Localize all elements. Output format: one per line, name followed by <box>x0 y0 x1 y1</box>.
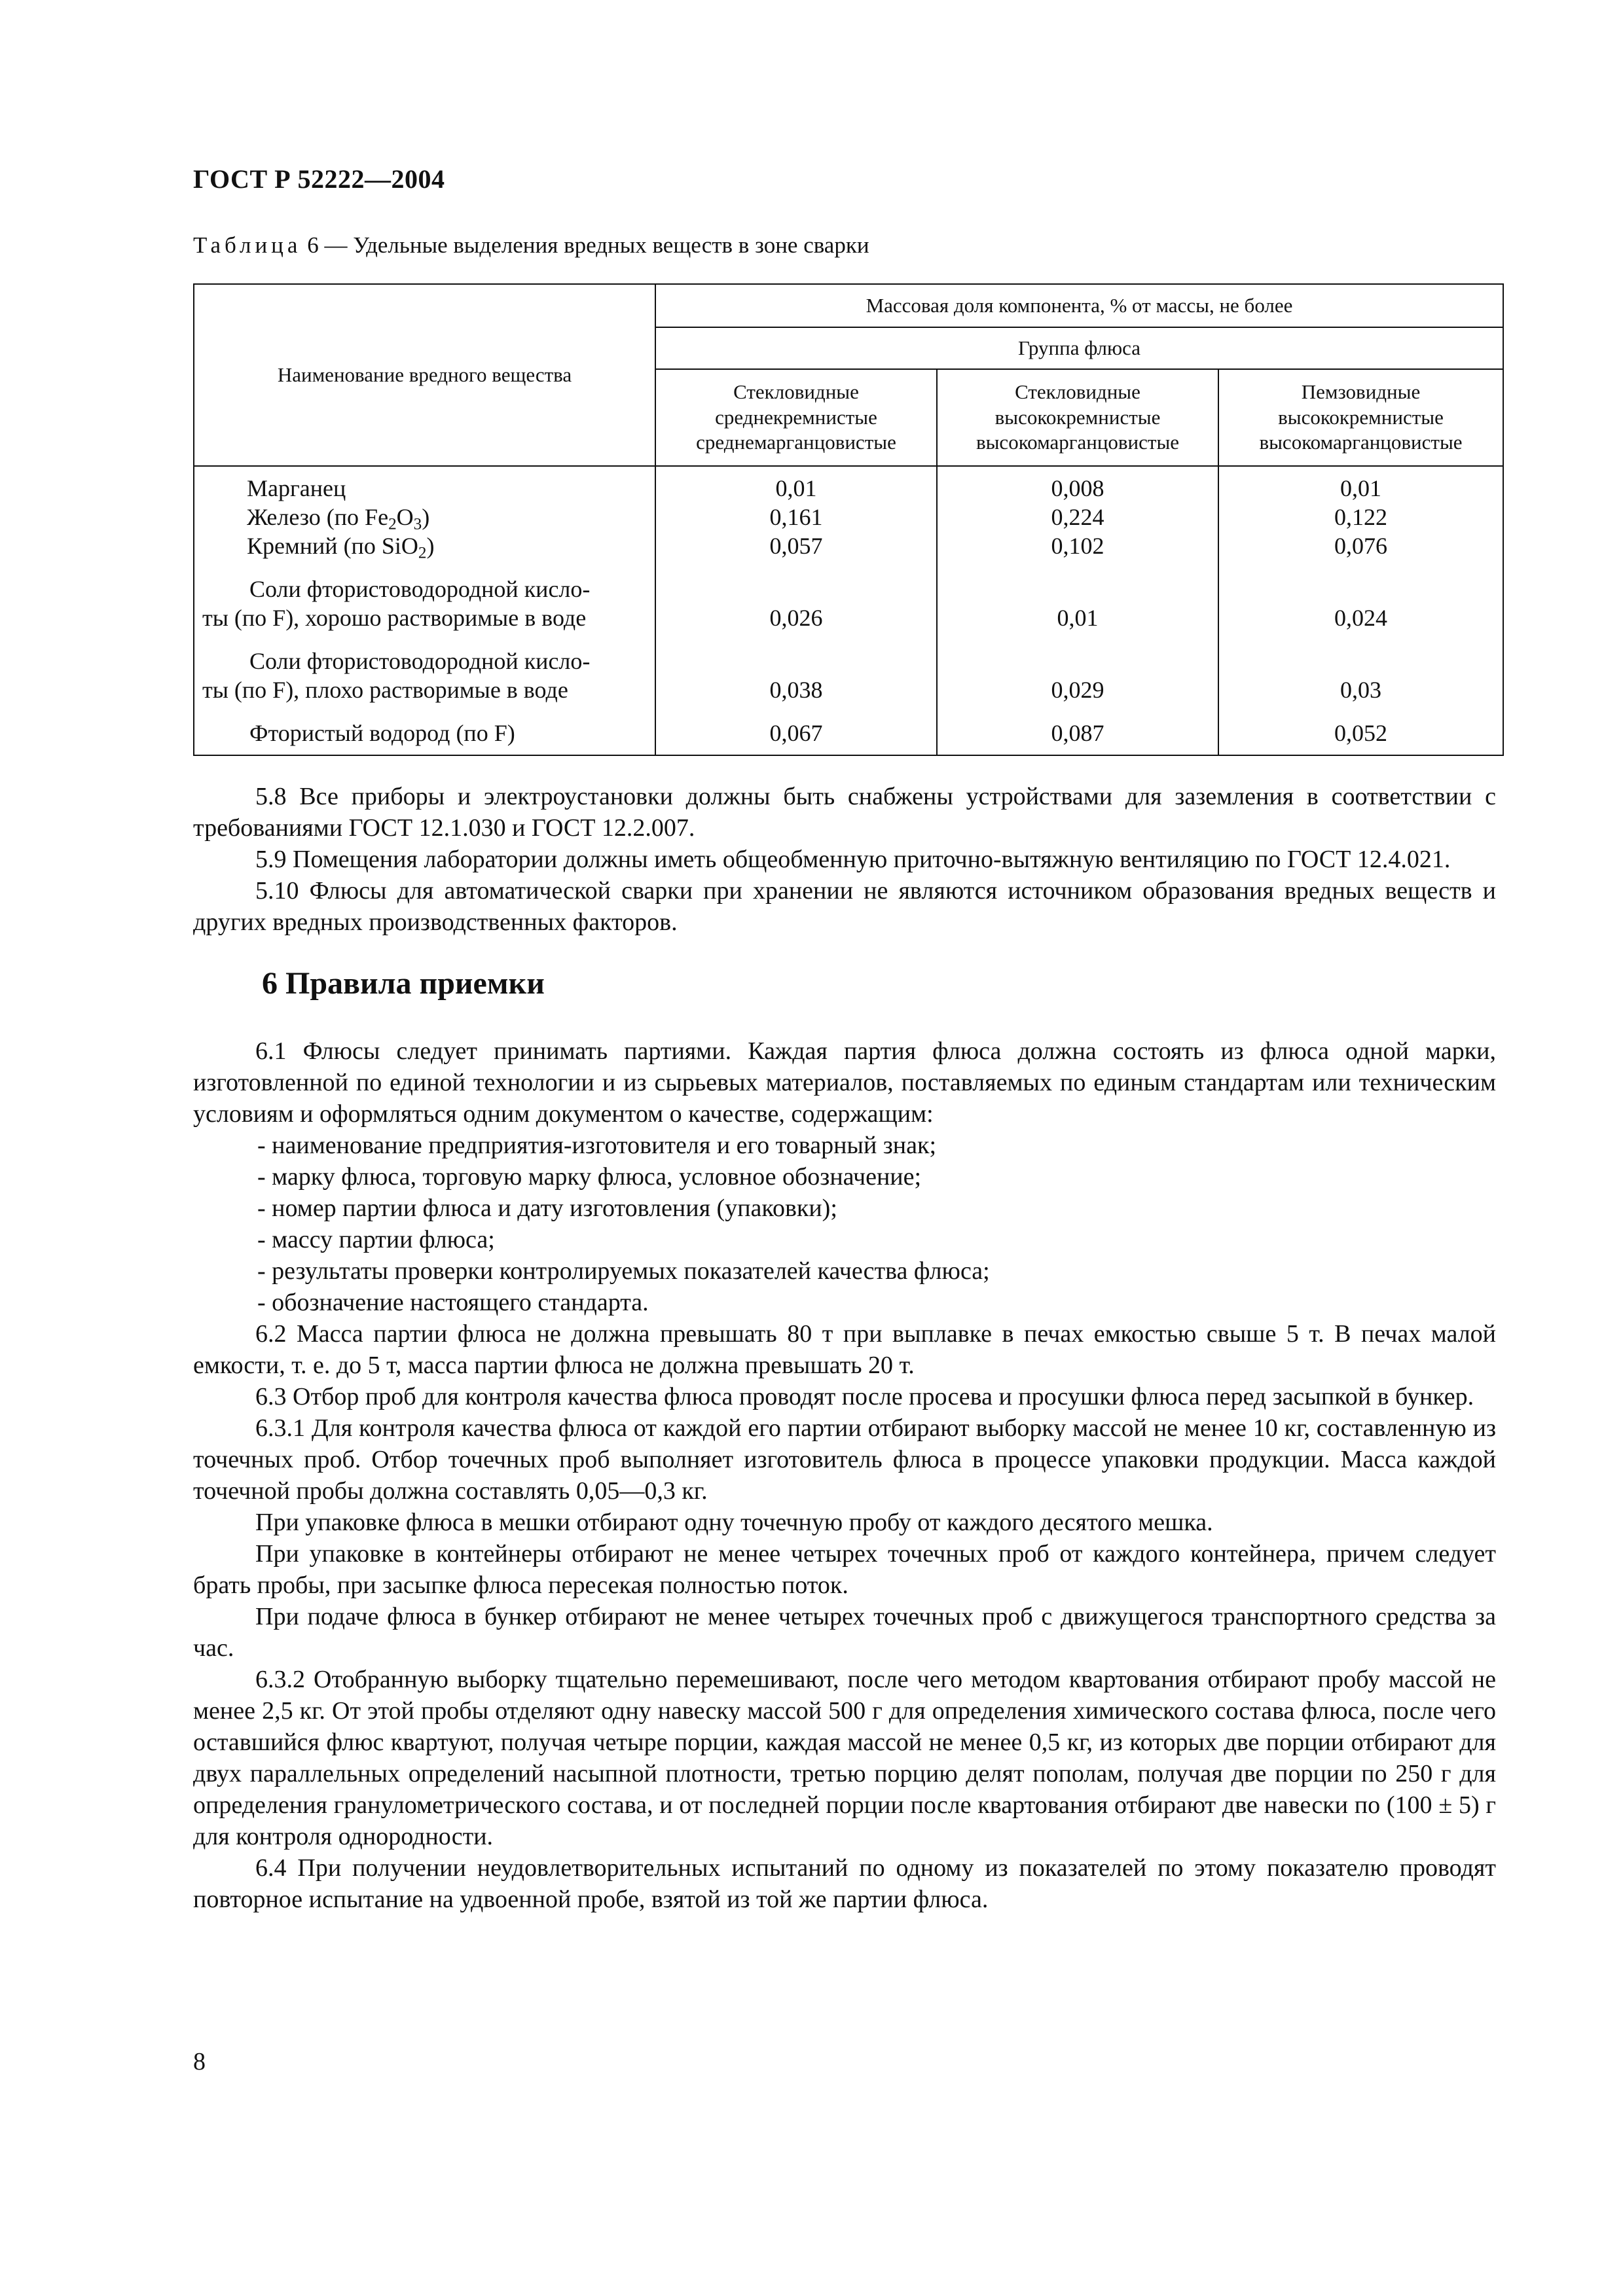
group-3-line-2: высококремнистые <box>1278 405 1444 429</box>
paragraph-6-4: 6.4 При получении неудовлетворительных испытаний по одному из показателей по этому показателю проводят повторное испытание на удвоенной пробе, взятой из той же партии флюса. <box>193 1854 1496 1913</box>
value-cell: 0,038 <box>769 677 823 703</box>
header-group-2 <box>937 369 1218 466</box>
list-item: - массу партии флюса; <box>257 1226 495 1253</box>
table-caption-label: Таблица <box>193 232 302 258</box>
header-flux-group: Группа флюса <box>655 327 1503 369</box>
group-1-line-3: среднемарганцовистые <box>696 431 896 454</box>
list-item: - обозначение настоящего стандарта. <box>257 1289 649 1316</box>
table-caption-text: — Удельные выделения вредных веществ в зоне сварки <box>318 232 869 258</box>
document-header: ГОСТ Р 52222—2004 <box>193 164 445 194</box>
paragraph-6-2: 6.2 Масса партии флюса не должна превышать 80 т при выплавке в печах емкостью свыше 5 т. В печах малой емкости, т. е. до 5 т, масса партии флюса не должна превышать 20 т. <box>193 1320 1496 1379</box>
paragraph-5-10: 5.10 Флюсы для автоматической сварки при хранении не являются источником образования вредных веществ и других вредных производственных факторов. <box>193 877 1496 936</box>
group-2-values-cell <box>937 466 1218 755</box>
value-cell: 0,029 <box>1051 677 1104 703</box>
section-6-heading: 6 Правила приемки <box>262 966 545 1001</box>
list-item: - результаты проверки контролируемых показателей качества флюса; <box>257 1257 990 1285</box>
row-silicon-name: Кремний (по SiO$_2$) <box>247 533 435 562</box>
paragraph-containers: При упаковке в контейнеры отбирают не менее четырех точечных проб от каждого контейнера, причем следует брать пробы, при засыпке флюса пересекая полностью поток. <box>193 1540 1496 1599</box>
substance-names-cell <box>194 466 655 755</box>
table-caption-number: 6 <box>307 232 319 258</box>
header-group-3 <box>1218 369 1503 466</box>
value-cell: 0,01 <box>1057 605 1099 631</box>
value-cell: 0,026 <box>769 605 823 631</box>
value-cell: 0,008 <box>1051 475 1104 501</box>
value-cell: 0,161 <box>769 504 823 530</box>
value-cell: 0,01 <box>775 475 817 501</box>
row-soluble-fluoride-line-2: ты (по F), хорошо растворимые в воде <box>202 605 587 631</box>
list-item: - номер партии флюса и дату изготовления (упаковки); <box>257 1194 837 1222</box>
value-cell: 0,052 <box>1334 720 1387 746</box>
paragraph-6-3-1: 6.3.1 Для контроля качества флюса от каждой его партии отбирают выборку массой не менее 10 кг, составленную из точечных проб. Отбор точечных проб выполняет изготовитель флюса в процессе упаковки продукции. Масса каждой точечной пробы должна составлять 0,05—0,3 кг. <box>193 1414 1496 1505</box>
value-cell: 0,067 <box>769 720 823 746</box>
value-cell: 0,224 <box>1051 504 1104 530</box>
group-2-line-1: Стекловидные <box>1015 380 1140 403</box>
paragraph-6-3: 6.3 Отбор проб для контроля качества флюса проводят после просева и просушки флюса перед засыпкой в бункер. <box>255 1383 1474 1410</box>
group-1-values-cell <box>655 466 937 755</box>
harmful-substances-table <box>193 283 1504 756</box>
group-3-values-cell <box>1218 466 1503 755</box>
group-1-line-2: среднекремнистые <box>715 405 877 429</box>
value-cell: 0,057 <box>769 533 823 559</box>
group-1-line-1: Стекловидные <box>733 380 859 403</box>
value-cell: 0,03 <box>1340 677 1381 703</box>
value-cell: 0,076 <box>1334 533 1387 559</box>
list-item: - наименование предприятия-изготовителя и его товарный знак; <box>257 1132 937 1159</box>
paragraph-bags: При упаковке флюса в мешки отбирают одну точечную пробу от каждого десятого мешка. <box>255 1509 1213 1536</box>
row-soluble-fluoride-line-1: Соли фтористоводородной кисло- <box>249 576 591 602</box>
page-number: 8 <box>193 2048 206 2075</box>
paragraph-6-1: 6.1 Флюсы следует принимать партиями. Каждая партия флюса должна состоять из флюса одной марки, изготовленной по единой технологии и из сырьевых материалов, поставляемых по единым стандартам или техническим условиям и оформляться одним документом о качестве, содержащим: <box>193 1037 1496 1128</box>
header-mass-fraction: Массовая доля компонента, % от массы, не более <box>655 284 1503 327</box>
value-cell: 0,01 <box>1340 475 1381 501</box>
row-insoluble-fluoride-line-1: Соли фтористоводородной кисло- <box>249 648 591 674</box>
group-3-line-3: высокомарганцовистые <box>1259 431 1463 454</box>
document-page <box>193 164 1496 1915</box>
group-2-line-3: высокомарганцовистые <box>976 431 1180 454</box>
header-substance-name: Наименование вредного вещества <box>194 284 655 466</box>
group-3-line-1: Пемзовидные <box>1301 380 1421 403</box>
value-cell: 0,024 <box>1334 605 1387 631</box>
value-cell: 0,122 <box>1334 504 1387 530</box>
row-insoluble-fluoride-line-2: ты (по F), плохо растворимые в воде <box>202 677 568 703</box>
list-item: - марку флюса, торговую марку флюса, условное обозначение; <box>257 1163 922 1191</box>
table-body-row <box>194 466 1503 755</box>
row-manganese-name: Марганец <box>247 475 346 501</box>
value-cell: 0,087 <box>1051 720 1104 746</box>
paragraph-6-3-2: 6.3.2 Отобранную выборку тщательно перемешивают, после чего методом квартования отбирают пробу массой не менее 2,5 кг. От этой пробы отделяют одну навеску массой 500 г для определения химического состава флюса, после чего оставшийся флюс квартуют, получая четыре порции, каждая массой не менее 0,5 кг, из которых две порции отбирают для двух параллельных определений насыпной плотности, третью порцию делят пополам, получая две порции по 250 г для определения гранулометрического состава, и от последней порции после квартования отбирают две навески по (100 ± 5) г для контроля однородности. <box>193 1666 1496 1850</box>
header-group-1 <box>655 369 937 466</box>
group-2-line-2: высококремнистые <box>994 405 1161 429</box>
row-hydrogen-fluoride-name: Фтористый водород (по F) <box>249 720 515 746</box>
paragraph-5-9: 5.9 Помещения лаборатории должны иметь общеобменную приточно-вытяжную вентиляцию по ГОСТ 12.4.021. <box>255 846 1451 873</box>
paragraph-5-8: 5.8 Все приборы и электроустановки должны быть снабжены устройствами для заземления в соответствии с требованиями ГОСТ 12.1.030 и ГОСТ 12.2.007. <box>193 783 1496 842</box>
table-caption <box>193 232 1496 259</box>
value-cell: 0,102 <box>1051 533 1104 559</box>
paragraph-bunker: При подаче флюса в бункер отбирают не менее четырех точечных проб с движущегося транспортного средства за час. <box>193 1603 1496 1662</box>
row-iron-name: Железо (по $Fe_2O_3$) <box>247 504 430 533</box>
